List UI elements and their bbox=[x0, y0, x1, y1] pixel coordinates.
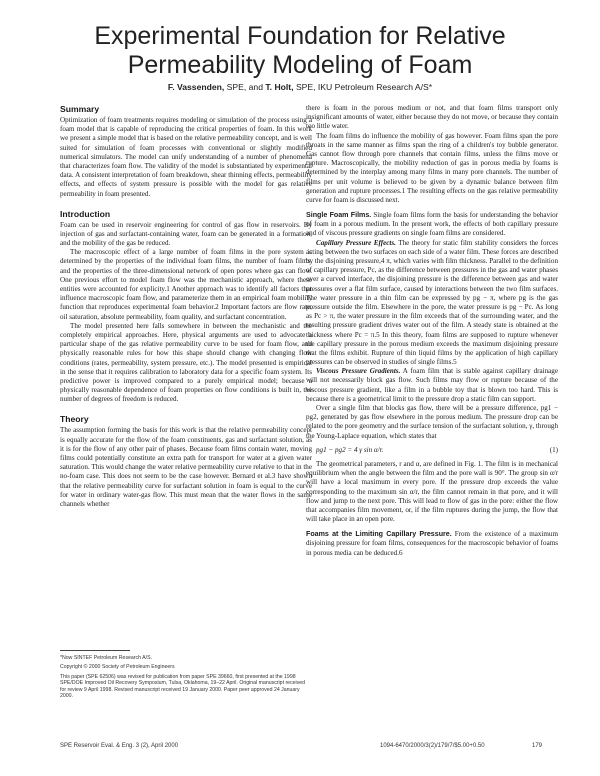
capillary-effects-heading: Capillary Pressure Effects. bbox=[316, 238, 396, 247]
summary-text: Optimization of foam treatments requires modeling or simulation of the process using a foam model that is capable of reproducing the critical properties of foam. In this work we present a simple model that is based on the relative permeability concept, and is well suited for simulation of foam processes with conventional or slightly modified numerical simulators. The model can unify understanding of a number of phenomena that characterizes foam flow. The validity of the model is substantiated by experimental data. A consistent interpretation of foam breakdown, shear thinning effects, permeability effects, and effects of system pressure is possible with the model for gas relative permeability in foam presented. bbox=[60, 116, 312, 198]
equation-number: (1) bbox=[549, 445, 558, 454]
title-line-1: Experimental Foundation for Relative bbox=[94, 22, 506, 50]
capillary-effects-text: The theory for static film stability considers the forces acting between the two surfaces on each side of a water film. These forces are described by the disjoining pressure,4 π, which varies with film thickness. Parallel to the definition of capillary pressure, Pc, as the difference between pressures in the gas and water phases over a curved interface, the disjoining pressure is the difference between gas and water pressures over a flat film surface, caused by interactions between the two film surfaces. The water pressure in a thin film can be expressed by pg − π, where pg is the gas pressure outside the film. Elsewhere in the pore, the water pressure is pg − Pc. As long as Pc > π, the water pressure in the film exceeds that of the surrounding water, and the resulting pressure gradient drives water out of the film. A steady state is obtained at the thickness where Pc = π.5 In this theory, foam films are supposed to rupture whenever the capillary pressure in the porous medium exceeds the maximum disjoining pressure that the films exhibit. Rupture of thin liquid films by the application of high capillary pressures can be observed in studies of single films.5 bbox=[306, 238, 558, 367]
equation-1 bbox=[316, 446, 558, 455]
right-column bbox=[306, 104, 558, 722]
single-foam-films-paragraph bbox=[306, 211, 558, 239]
author-2: T. Holt, bbox=[265, 82, 294, 92]
viscous-gradients-text: A foam film that is stable against capillary drainage will not necessarily block gas flow. Such films may flow or rupture because of the viscous pressure gradient, like a film in a bubble toy that is blown too hard. This is because there is a geometrical limit to the pressure drop a static film can support. bbox=[306, 367, 558, 403]
author-1: F. Vassenden, bbox=[167, 82, 225, 92]
footer-journal: SPE Reservoir Eval. & Eng. 3 (2), April 2000 bbox=[60, 743, 179, 749]
limiting-pressure-heading: Foams at the Limiting Capillary Pressure. bbox=[306, 530, 452, 539]
limiting-pressure-paragraph bbox=[306, 530, 558, 558]
viscous-gradients-paragraph-2: Over a single film that blocks gas flow, there will be a pressure difference, pg1 − pg2, generated by gas flow elsewhere in the porous medium. The pressure drop can be related to the pore geometry and the surface tension of the surfactant solution, γ, through the Young-Laplace equation, which states that bbox=[306, 404, 558, 440]
theory-paragraph: The foam films do influence the mobility of gas however. Foam films span the pore throats in the same manner as films span the ring of a children's toy bubble generator. Gas cannot flow through pore channels that contain films, unless the films move or rupture. Macroscopically, the mobility reduction of gas in porous media by foams is determined by the interplay among many films in many pore channels. The number of films per unit volume is believed to be given by a dynamic balance between film generation and rupture processes.1 The resulting effects on the gas relative permeability curve for foam is discussed next. bbox=[306, 131, 558, 204]
geometry-paragraph: The geometrical parameters, r and α, are defined in Fig. 1. The film is in mechanical equilibrium when the angle between the film and the pore wall is 90°. The group sin α/r will have a local maximum in every pore. If the pressure drop exceeds the value corresponding to the maximum sin α/r, the film cannot remain in that pore, and it will flow and jump to the next pore. This will lead to flow of gas in the pore: either the flow that accompanies film movement, or, if the film ruptures during the jump, the flow that will take place in an open pore. bbox=[306, 459, 558, 524]
page-title bbox=[0, 22, 600, 80]
single-foam-films-text: Single foam films form the basis for understanding the behavior of foam in a porous medium. In the present work, the effects of both capillary pressure and of viscous pressure gradients on single foam films are considered. bbox=[306, 211, 558, 238]
footer-page-number: 179 bbox=[532, 743, 543, 749]
footnote-copyright: Copyright © 2000 Society of Petroleum Engineers bbox=[60, 664, 175, 671]
footnote-rule bbox=[60, 650, 130, 651]
introduction-paragraph: The model presented here falls somewhere in between the mechanistic and the completely empirical approaches. Here, physical arguments are used to advocate a particular shape of the gas relative permeability curve to be used for foam flow, and physically reasonable rules for how this shape should change with changing flow conditions (rates, permeability, system pressure, etc.). The model presented is empirical in the sense that it requires calibration to laboratory data for a specific foam system. Its predictive power is improved compared to a purely empirical model; because a physically reasonable dependence of foam properties on flow conditions is built in, the number of degrees of freedom is reduced. bbox=[60, 321, 312, 404]
author-1-affiliation: SPE, and bbox=[224, 82, 266, 92]
footnotes bbox=[60, 650, 312, 702]
footer-code: 1094-6470/2000/3(2)/179/7/$5.00+0.50 bbox=[380, 743, 485, 749]
theory-paragraph: there is foam in the porous medium or not, and that foam films transport only insignificant amounts of water, either because they do not move, or because they contain too little water. bbox=[306, 104, 558, 131]
author-line bbox=[0, 82, 600, 92]
equation-expression: pg1 − pg2 = 4 γ sin α/r. bbox=[316, 445, 384, 454]
capillary-effects-paragraph bbox=[306, 239, 558, 368]
theory-heading: Theory bbox=[60, 414, 89, 425]
footnote-publication-history: This paper (SPE 62506) was revised for publication from paper SPE 39660, first presented at the 1998 SPE/DOE Improved Oil Recovery Symposium, Tulsa, Oklahoma, 19–22 April. Original manuscript received for review 9 April 1998. Revised manuscript received 19 January 2000. Paper peer approved 24 January 2000. bbox=[60, 673, 306, 700]
introduction-paragraph: The macroscopic effect of a large number of foam films in the pore system is determined by the properties of the individual foam films, the number of foam films, and the properties of the three-dimensional network of open pores where gas can flow. One previous effort to model foam flow was the mechanistic approach, where these entities were accounted for explicity.1 Another approach was to identify all factors that influence macroscopic foam flow, and parameterize them in an empirical foam mobility function that reproduces experimental foam behavior.2 Important factors are flow rate, oil saturation, absolute permeability, foam quality, and surfactant concentration. bbox=[60, 248, 312, 321]
theory-paragraph: The assumption forming the basis for this work is that the relative permeability concept is equally accurate for the flow of the foam constituents, gas and surfactant solution, as it is for the flow of any other pair of phases. Because foam films contain water, moving films could potentially constitute an extra path for transport for water at a given water saturation. This would change the water relative permeability curve relative to that in the no-foam case. This does not seem to be the case however. Bernard et al.3 have shown that the relative permeability curve for surfactant solution in foam is equal to the curve for water in ordinary water-gas flow. This must mean that the water flows in the same channels whether bbox=[60, 426, 312, 508]
title-line-2: Permeability Modeling of Foam bbox=[127, 51, 473, 79]
left-column bbox=[60, 104, 312, 722]
summary-heading: Summary bbox=[60, 104, 100, 114]
limiting-pressure-text: From the existence of a maximum disjoining pressure for foam films, consequences for the macroscopic behavior of foams in porous media can be deduced.6 bbox=[306, 530, 558, 557]
single-foam-films-heading: Single Foam Films. bbox=[306, 211, 372, 220]
viscous-gradients-heading: Viscous Pressure Gradients. bbox=[316, 367, 401, 376]
introduction-paragraph: Foam can be used in reservoir engineering for control of gas flow in reservoirs. By injection of gas and surfactant-containing water, foam can be generated in a formation, and the mobility of the gas be reduced. bbox=[60, 220, 312, 248]
introduction-heading: Introduction bbox=[60, 208, 111, 219]
viscous-gradients-paragraph bbox=[306, 367, 558, 404]
footnote-affiliation: *Now SINTEF Petroleum Research A/S. bbox=[60, 655, 152, 661]
author-2-affiliation: SPE, IKU Petroleum Research A/S* bbox=[293, 82, 433, 92]
